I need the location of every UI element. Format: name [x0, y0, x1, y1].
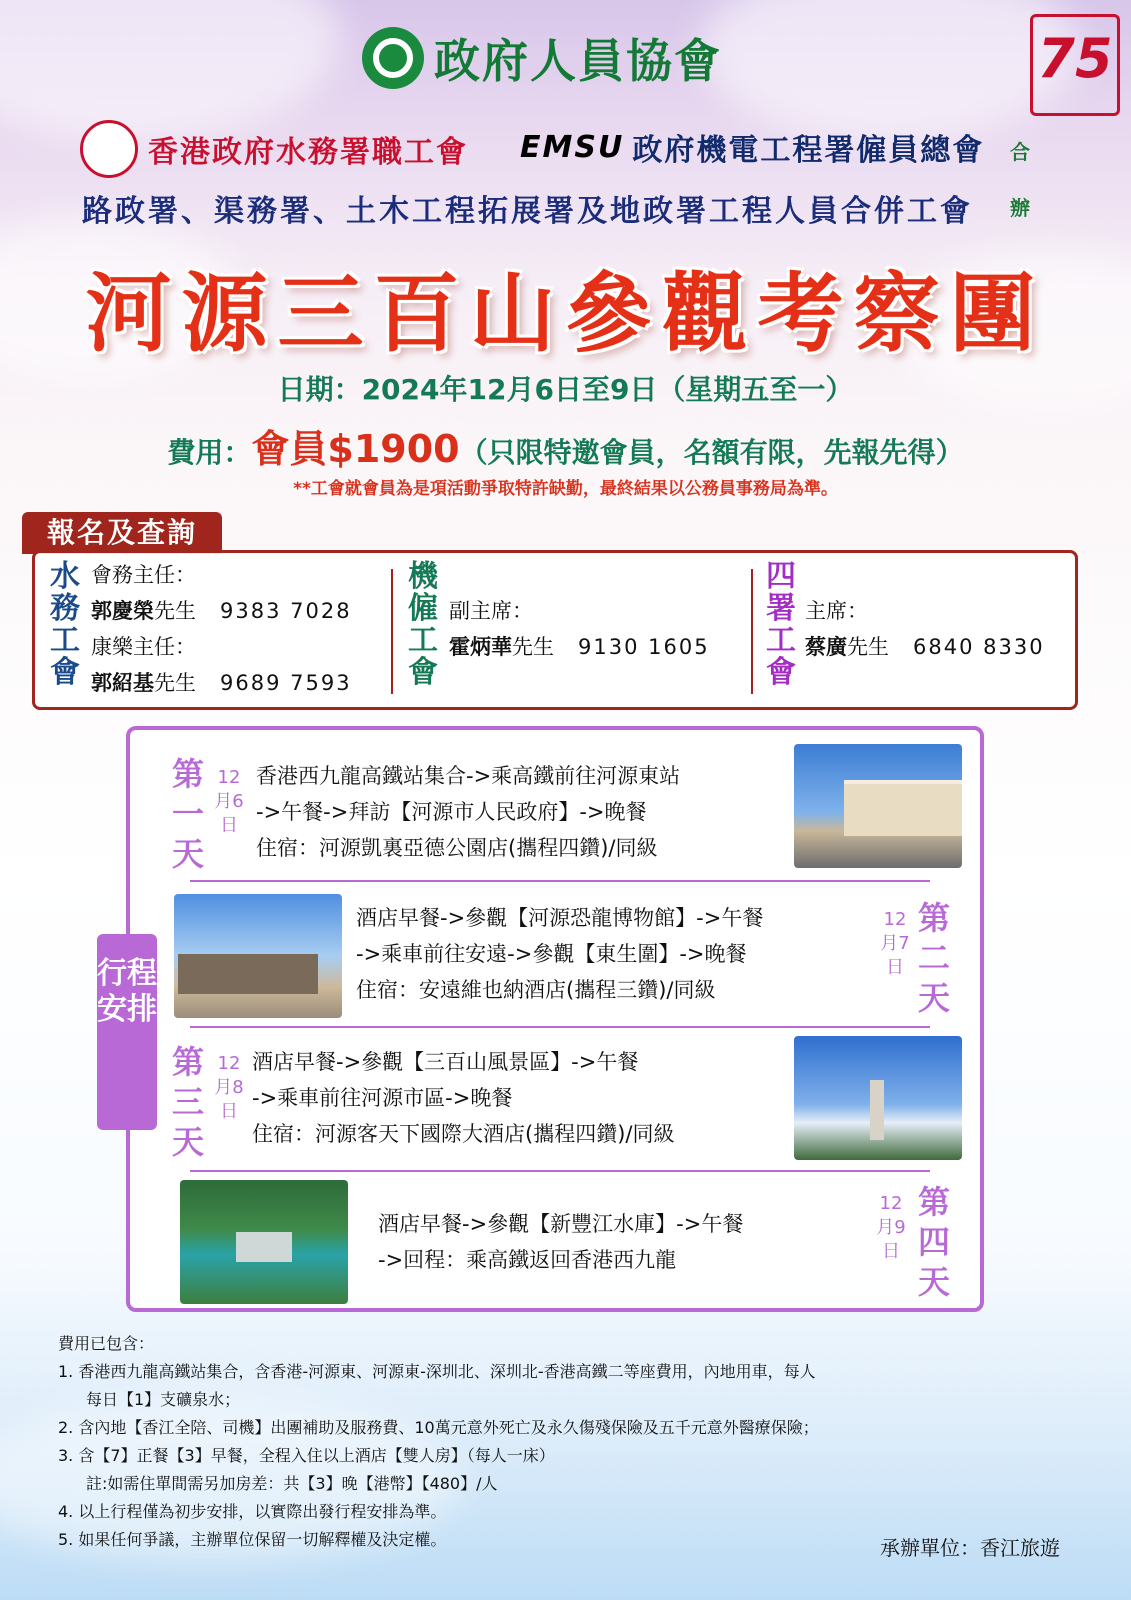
- inclusion-item: 每日【1】支礦泉水；: [86, 1390, 241, 1409]
- water-union-contacts: [91, 557, 352, 701]
- fee-inclusions: [58, 1330, 1058, 1554]
- contact-divider: [751, 569, 753, 694]
- dam-shape: [236, 1232, 292, 1262]
- day-schedule: [356, 900, 763, 1008]
- contact-divider: [391, 569, 393, 694]
- event-remark: **工會就會員為是項活動爭取特許缺勤，最終結果以公務員事務局為準。: [293, 479, 838, 499]
- schedule-line: ->午餐->拜訪【河源市人民政府】->晚餐: [256, 800, 647, 824]
- day-schedule: [378, 1206, 743, 1278]
- contact-entry: [449, 629, 710, 665]
- contact-title: 先生: [154, 671, 196, 695]
- organizer: 承辦單位：香江旅遊: [880, 1536, 1060, 1560]
- contact-name: 郭慶榮: [91, 599, 154, 623]
- day-label: 第一天: [171, 755, 204, 873]
- railway-station-photo: [794, 744, 962, 868]
- association-emblem-icon: [362, 27, 424, 89]
- cloud-decoration: [0, 0, 340, 140]
- role-label: 副主席：: [449, 599, 533, 623]
- contact-title: 先生: [847, 635, 889, 659]
- schedule-line: 住宿：河源客天下國際大酒店(攜程四鑽)/同級: [252, 1122, 675, 1146]
- contact-name: 蔡廣: [805, 635, 847, 659]
- four-dept-union-name: 路政署、渠務署、土木工程拓展署及地政署工程人員合併工會: [82, 194, 973, 229]
- contact-phone: 6840 8330: [913, 635, 1045, 659]
- water-union-row: [80, 120, 468, 178]
- day-schedule: [252, 1044, 674, 1152]
- day-separator: [190, 1170, 930, 1172]
- four-dept-union-label: 四署工會: [766, 559, 796, 690]
- schedule-line: ->乘車前往河源市區->晚餐: [252, 1086, 513, 1110]
- schedule-line: 香港西九龍高鐵站集合->乘高鐵前往河源東站: [256, 764, 681, 788]
- contact-entry: [91, 593, 352, 629]
- contact-entry: [805, 629, 1045, 665]
- emsd-union-name: 政府機電工程署僱員總會: [632, 133, 985, 168]
- contact-name: 霍炳華: [449, 635, 512, 659]
- water-union-label: 水務工會: [50, 559, 80, 690]
- fee-amount: 會員$1900: [251, 427, 460, 471]
- schedule-line: 酒店早餐->參觀【新豐江水庫】->午餐: [378, 1212, 744, 1236]
- day-date: 12月9日: [876, 1193, 906, 1262]
- day-label: 第三天: [171, 1043, 204, 1161]
- schedule-line: 住宿：安遠維也納酒店(攜程三鑽)/同級: [356, 978, 716, 1002]
- contact-title: 先生: [512, 635, 554, 659]
- water-union-seal-icon: [80, 120, 138, 178]
- inclusion-item: 2. 含內地【香江全陪、司機】出團補助及服務費、10萬元意外死亡及永久傷殘保險及五千元意外醫療保險；: [58, 1418, 819, 1437]
- contact-box: [32, 550, 1078, 710]
- anniversary-badge: 75: [1030, 14, 1120, 116]
- day-date: 12月8日: [214, 1053, 244, 1122]
- inclusions-heading: 費用已包含：: [58, 1334, 155, 1353]
- schedule-line: ->乘車前往安遠->參觀【東生圍】->晚餐: [356, 942, 747, 966]
- itinerary-label: 行程安排: [97, 934, 157, 1130]
- day-schedule: [256, 758, 680, 866]
- role-label: 會務主任：: [91, 563, 196, 587]
- contact-title: 先生: [154, 599, 196, 623]
- contact-phone: 9689 7593: [220, 671, 352, 695]
- joint-organizer-mark-1: 合: [1010, 140, 1030, 164]
- day-date: 12月6日: [214, 767, 244, 836]
- day-date: 12月7日: [880, 909, 910, 978]
- emsd-union-row: [520, 125, 984, 169]
- water-union-name: 香港政府水務署職工會: [148, 135, 468, 170]
- schedule-line: 酒店早餐->參觀【三百山風景區】->午餐: [252, 1050, 639, 1074]
- day-label: 第二天: [917, 899, 950, 1017]
- museum-building-shape: [178, 954, 318, 994]
- station-building-shape: [844, 780, 962, 836]
- inclusion-item: 5. 如果任何爭議，主辦單位保留一切解釋權及決定權。: [58, 1530, 447, 1549]
- itinerary-box: [126, 726, 984, 1312]
- fee-label: 費用：: [167, 436, 252, 469]
- day-separator: [190, 880, 930, 882]
- reservoir-dam-photo: [180, 1180, 348, 1304]
- contact-name: 郭紹基: [91, 671, 154, 695]
- event-title: 河源三百山參觀考察團: [85, 264, 1046, 364]
- association-logo: [362, 22, 774, 94]
- inclusion-item: 註:如需住單間需另加房差：共【3】晚【港幣】【480】/人: [86, 1474, 498, 1493]
- inclusion-item: 4. 以上行程僅為初步安排，以實際出發行程安排為準。: [58, 1502, 447, 1521]
- emsu-logo: EMSU: [520, 129, 625, 165]
- day-separator: [190, 1026, 930, 1028]
- association-name: 政府人員協會: [434, 34, 722, 88]
- emsd-union-contacts: [449, 593, 710, 665]
- statue-shape: [870, 1080, 884, 1140]
- schedule-line: 酒店早餐->參觀【河源恐龍博物館】->午餐: [356, 906, 764, 930]
- contact-phone: 9130 1605: [578, 635, 710, 659]
- role-label: 主席：: [805, 599, 868, 623]
- role-label: 康樂主任：: [91, 635, 196, 659]
- schedule-line: ->回程：乘高鐵返回香港西九龍: [378, 1248, 677, 1272]
- contact-entry: [91, 665, 352, 701]
- contact-phone: 9383 7028: [220, 599, 352, 623]
- event-fee: [0, 418, 1131, 473]
- contact-tab: 報名及查詢: [22, 512, 222, 554]
- joint-organizer-mark-2: 辦: [1010, 196, 1030, 220]
- emsd-union-label: 機僱工會: [408, 559, 438, 690]
- scenic-area-statue-photo: [794, 1036, 962, 1160]
- inclusion-item: 3. 含【7】正餐【3】早餐，全程入住以上酒店【雙人房】（每人一床）: [58, 1446, 555, 1465]
- dinosaur-museum-photo: [174, 894, 342, 1018]
- schedule-line: 住宿：河源凱裏亞德公園店(攜程四鑽)/同級: [256, 836, 658, 860]
- fee-note: （只限特邀會員，名額有限，先報先得）: [459, 436, 964, 469]
- four-dept-union-contacts: [805, 593, 1045, 665]
- event-date: 日期：2024年12月6日至9日（星期五至一）: [277, 373, 854, 406]
- inclusion-item: 1. 香港西九龍高鐵站集合，含香港-河源東、河源東-深圳北、深圳北-香港高鐵二等座費用，內地用車，每人: [58, 1362, 816, 1381]
- day-label: 第四天: [917, 1183, 950, 1301]
